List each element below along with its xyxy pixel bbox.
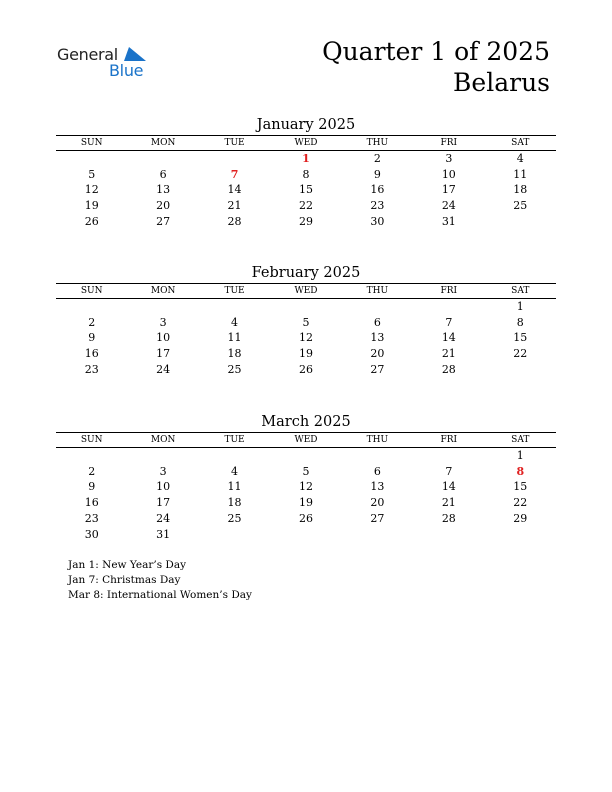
day-cell: 17 [156,347,171,361]
brand-logo [57,45,157,81]
day-cell: 6 [373,464,381,478]
day-cell: 3 [159,464,167,478]
day-cell: 11 [227,331,242,345]
week-row [56,315,556,331]
day-cell: 20 [370,347,385,361]
month-grid [56,135,556,230]
day-cell: 18 [227,347,242,361]
day-cell: 18 [513,183,528,197]
day-cell: 16 [370,183,385,197]
week-row [56,198,556,214]
empty-day-cell [127,299,198,315]
weekday-header: SAT [485,284,556,299]
week-row [56,182,556,198]
day-cell: 8 [302,167,310,181]
week-row [56,448,556,464]
weekday-header: WED [270,284,341,299]
weekday-header: TUE [199,136,270,151]
day-cell: 20 [370,496,385,510]
brand-triangle-icon [124,47,146,61]
day-cell: 30 [84,527,99,541]
day-cell: 30 [370,214,385,228]
day-cell: 12 [298,331,313,345]
weekday-header: MON [127,284,198,299]
month-grid [56,283,556,378]
weekday-header: MON [127,433,198,448]
day-cell: 17 [156,496,171,510]
day-cell: 11 [227,480,242,494]
week-row [56,479,556,495]
month-grid [56,432,556,542]
weekday-header: SUN [56,136,127,151]
day-cell: 27 [370,362,385,376]
day-cell: 25 [227,362,242,376]
empty-day-cell [199,151,270,167]
week-row [56,464,556,480]
month-title: March 2025 [261,414,351,430]
empty-day-cell [56,448,127,464]
day-cell: 12 [84,183,99,197]
week-row [56,511,556,527]
day-cell: 24 [441,199,456,213]
day-cell: 22 [298,199,313,213]
empty-day-cell [270,299,341,315]
day-cell: 5 [302,315,310,329]
day-cell: 3 [159,315,167,329]
weekday-header: THU [342,136,413,151]
week-row [56,299,556,315]
weekday-header: WED [270,136,341,151]
holiday-note: Jan 7: Christmas Day [68,574,181,586]
empty-day-cell [199,299,270,315]
holiday-day-cell: 1 [302,152,310,165]
empty-day-cell [199,527,270,543]
day-cell: 9 [373,167,381,181]
day-cell: 1 [516,449,524,462]
day-cell: 15 [513,480,528,494]
day-cell: 5 [88,167,96,181]
day-cell: 7 [445,464,453,478]
day-cell: 6 [159,167,167,181]
day-cell: 11 [513,167,528,181]
day-cell: 7 [445,315,453,329]
day-cell: 3 [445,152,453,165]
week-row [56,214,556,230]
weekday-header: WED [270,433,341,448]
day-cell: 21 [227,199,242,213]
day-cell: 1 [516,300,524,313]
empty-day-cell [342,448,413,464]
holiday-day-cell: 7 [230,167,239,181]
month-title: January 2025 [256,117,356,133]
day-cell: 29 [513,511,528,525]
weekday-header: SUN [56,433,127,448]
day-cell: 27 [370,511,385,525]
day-cell: 28 [227,214,242,228]
weekday-header: FRI [413,136,484,151]
week-row [56,495,556,511]
week-row [56,362,556,378]
brand-blue-text: Blue [109,61,144,80]
day-cell: 26 [298,511,313,525]
day-cell: 10 [441,167,456,181]
weekday-header: MON [127,136,198,151]
day-cell: 14 [441,480,456,494]
day-cell: 24 [156,362,171,376]
month-march [56,413,556,542]
empty-day-cell [56,299,127,315]
day-cell: 14 [441,331,456,345]
day-cell: 25 [513,199,528,213]
day-cell: 19 [298,347,313,361]
weekday-header: SAT [485,433,556,448]
holiday-note: Jan 1: New Year’s Day [68,559,187,571]
weekday-header: FRI [413,284,484,299]
day-cell: 25 [227,511,242,525]
day-cell: 5 [302,464,310,478]
empty-day-cell [199,448,270,464]
week-row [56,346,556,362]
day-cell: 9 [88,331,96,345]
day-cell: 23 [84,362,99,376]
day-cell: 28 [441,362,456,376]
empty-day-cell [56,151,127,167]
empty-day-cell [413,299,484,315]
day-cell: 20 [156,199,171,213]
day-cell: 26 [298,362,313,376]
day-cell: 13 [156,183,171,197]
day-cell: 23 [84,511,99,525]
page-header [322,36,550,98]
month-january [56,116,556,230]
day-cell: 10 [156,480,171,494]
day-cell: 8 [516,315,524,329]
day-cell: 2 [88,464,96,478]
day-cell: 24 [156,511,171,525]
day-cell: 6 [373,315,381,329]
empty-day-cell [485,527,556,543]
page-title: Quarter 1 of 2025 [322,37,550,66]
day-cell: 4 [231,464,239,478]
day-cell: 13 [370,331,385,345]
empty-day-cell [413,448,484,464]
empty-day-cell [270,448,341,464]
holiday-notes [68,558,252,603]
empty-day-cell [485,362,556,378]
weekday-header: THU [342,433,413,448]
day-cell: 21 [441,496,456,510]
empty-day-cell [342,299,413,315]
week-row [56,151,556,167]
weekday-header: THU [342,284,413,299]
day-cell: 16 [84,496,99,510]
day-cell: 22 [513,347,528,361]
day-cell: 31 [156,527,171,541]
empty-day-cell [127,151,198,167]
day-cell: 10 [156,331,171,345]
week-row [56,330,556,346]
day-cell: 18 [227,496,242,510]
weekday-header: SAT [485,136,556,151]
day-cell: 4 [231,315,239,329]
empty-day-cell [270,527,341,543]
day-cell: 2 [373,152,381,165]
weekday-header: TUE [199,433,270,448]
day-cell: 13 [370,480,385,494]
day-cell: 16 [84,347,99,361]
weekday-header: SUN [56,284,127,299]
day-cell: 26 [84,214,99,228]
day-cell: 4 [516,152,524,165]
week-row [56,527,556,543]
brand-general-text: General [57,45,118,64]
day-cell: 2 [88,315,96,329]
day-cell: 23 [370,199,385,213]
empty-day-cell [413,527,484,543]
empty-day-cell [485,214,556,230]
day-cell: 14 [227,183,242,197]
day-cell: 29 [298,214,313,228]
day-cell: 15 [298,183,313,197]
day-cell: 9 [88,480,96,494]
day-cell: 27 [156,214,171,228]
day-cell: 17 [441,183,456,197]
week-row [56,167,556,183]
day-cell: 19 [298,496,313,510]
month-title: February 2025 [251,265,361,281]
day-cell: 12 [298,480,313,494]
weekday-header: FRI [413,433,484,448]
empty-day-cell [342,527,413,543]
month-february [56,264,556,378]
day-cell: 31 [441,214,456,228]
day-cell: 19 [84,199,99,213]
day-cell: 28 [441,511,456,525]
day-cell: 21 [441,347,456,361]
weekday-header: TUE [199,284,270,299]
holiday-note: Mar 8: International Women’s Day [68,589,252,601]
country-name: Belarus [453,68,550,97]
day-cell: 15 [513,331,528,345]
day-cell: 22 [513,496,528,510]
empty-day-cell [127,448,198,464]
holiday-day-cell: 8 [516,464,525,478]
